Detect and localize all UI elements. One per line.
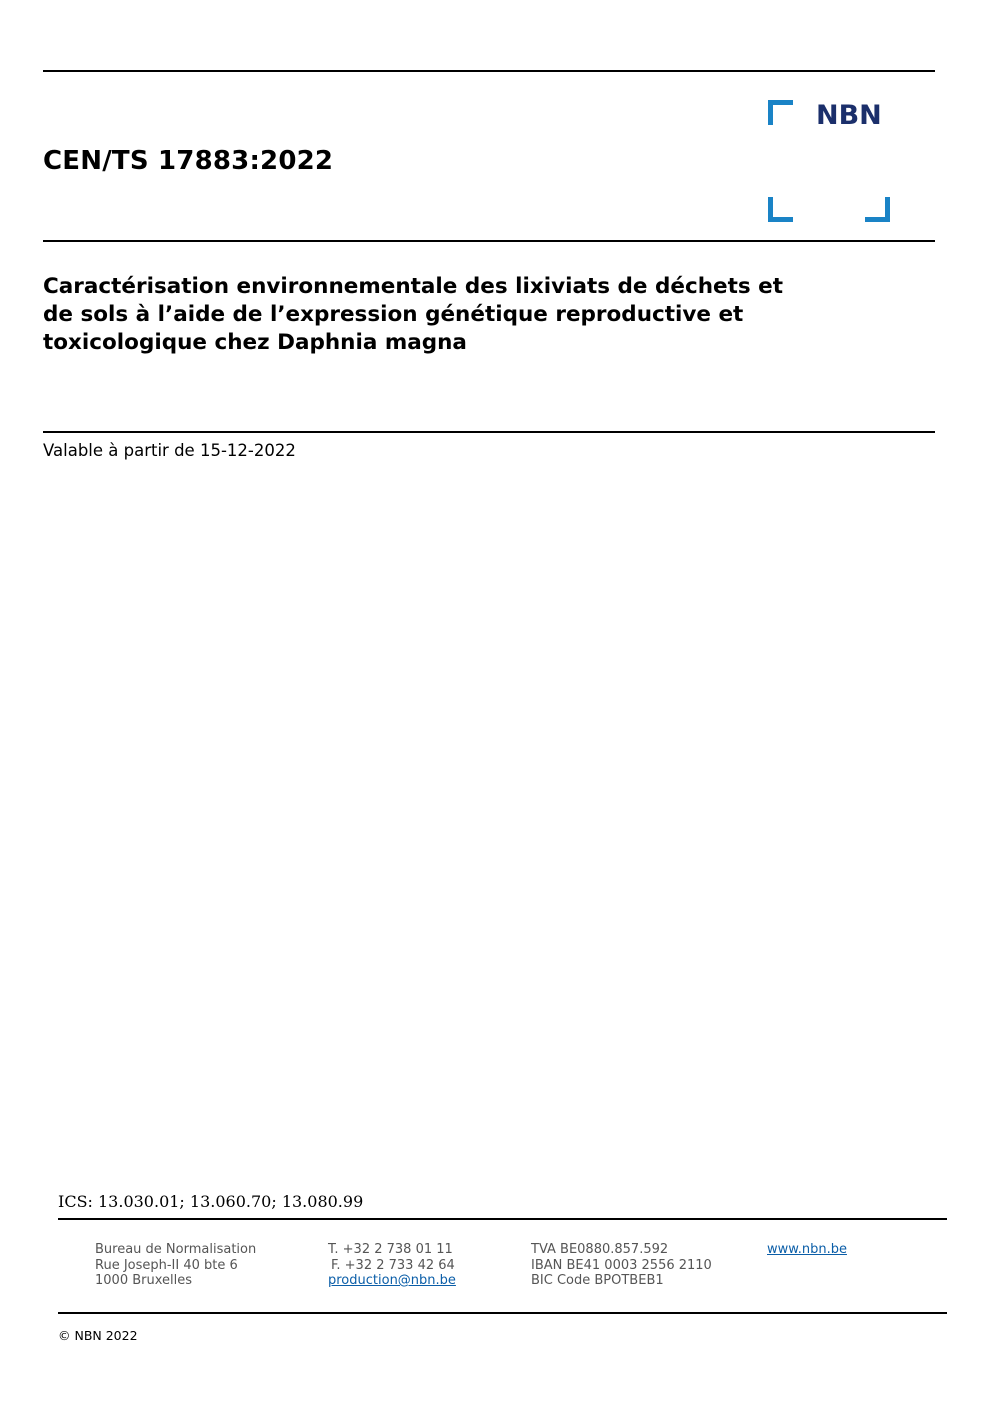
bic-code: BIC Code BPOTBEB1	[531, 1273, 664, 1288]
vat-number: TVA BE0880.857.592	[531, 1242, 669, 1257]
address-line: Rue Joseph-II 40 bte 6	[95, 1257, 238, 1273]
footer-top-rule	[58, 1218, 947, 1220]
logo-corner-bottom-right-icon	[865, 197, 890, 222]
title-line: Caractérisation environnementale des lixiviats de déchets et	[43, 274, 784, 299]
footer-bottom-rule	[58, 1312, 947, 1314]
logo-corner-top-left-icon	[768, 100, 793, 125]
footer-address	[95, 1242, 256, 1289]
standard-code: CEN/TS 17883:2022	[43, 146, 334, 176]
copyright-notice: © NBN 2022	[58, 1328, 138, 1343]
ics-codes: ICS: 13.030.01; 13.060.70; 13.080.99	[58, 1192, 364, 1211]
email-link[interactable]: production@nbn.be	[328, 1273, 456, 1288]
fax-number: F. +32 2 733 42 64	[331, 1257, 455, 1273]
nbn-logo	[768, 100, 890, 222]
header-rule	[43, 240, 935, 242]
iban-number: IBAN BE41 0003 2556 2110	[531, 1257, 712, 1273]
website-link[interactable]: www.nbn.be	[767, 1242, 847, 1257]
logo-wordmark: NBN	[816, 100, 882, 131]
title-rule	[43, 431, 935, 433]
validity-date: Valable à partir de 15-12-2022	[43, 441, 296, 460]
phone-number: T. +32 2 738 01 11	[328, 1242, 453, 1257]
address-line: Bureau de Normalisation	[95, 1242, 257, 1257]
footer-web	[767, 1242, 847, 1258]
footer-contact	[328, 1242, 456, 1289]
title-line: de sols à l’aide de l’expression génétique reproductive et	[43, 302, 744, 327]
logo-corner-bottom-left-icon	[768, 197, 793, 222]
address-line: 1000 Bruxelles	[95, 1273, 193, 1288]
title-line: toxicologique chez Daphnia magna	[43, 330, 467, 355]
document-title	[43, 273, 903, 357]
footer-bank	[531, 1242, 712, 1289]
top-rule	[43, 70, 935, 72]
